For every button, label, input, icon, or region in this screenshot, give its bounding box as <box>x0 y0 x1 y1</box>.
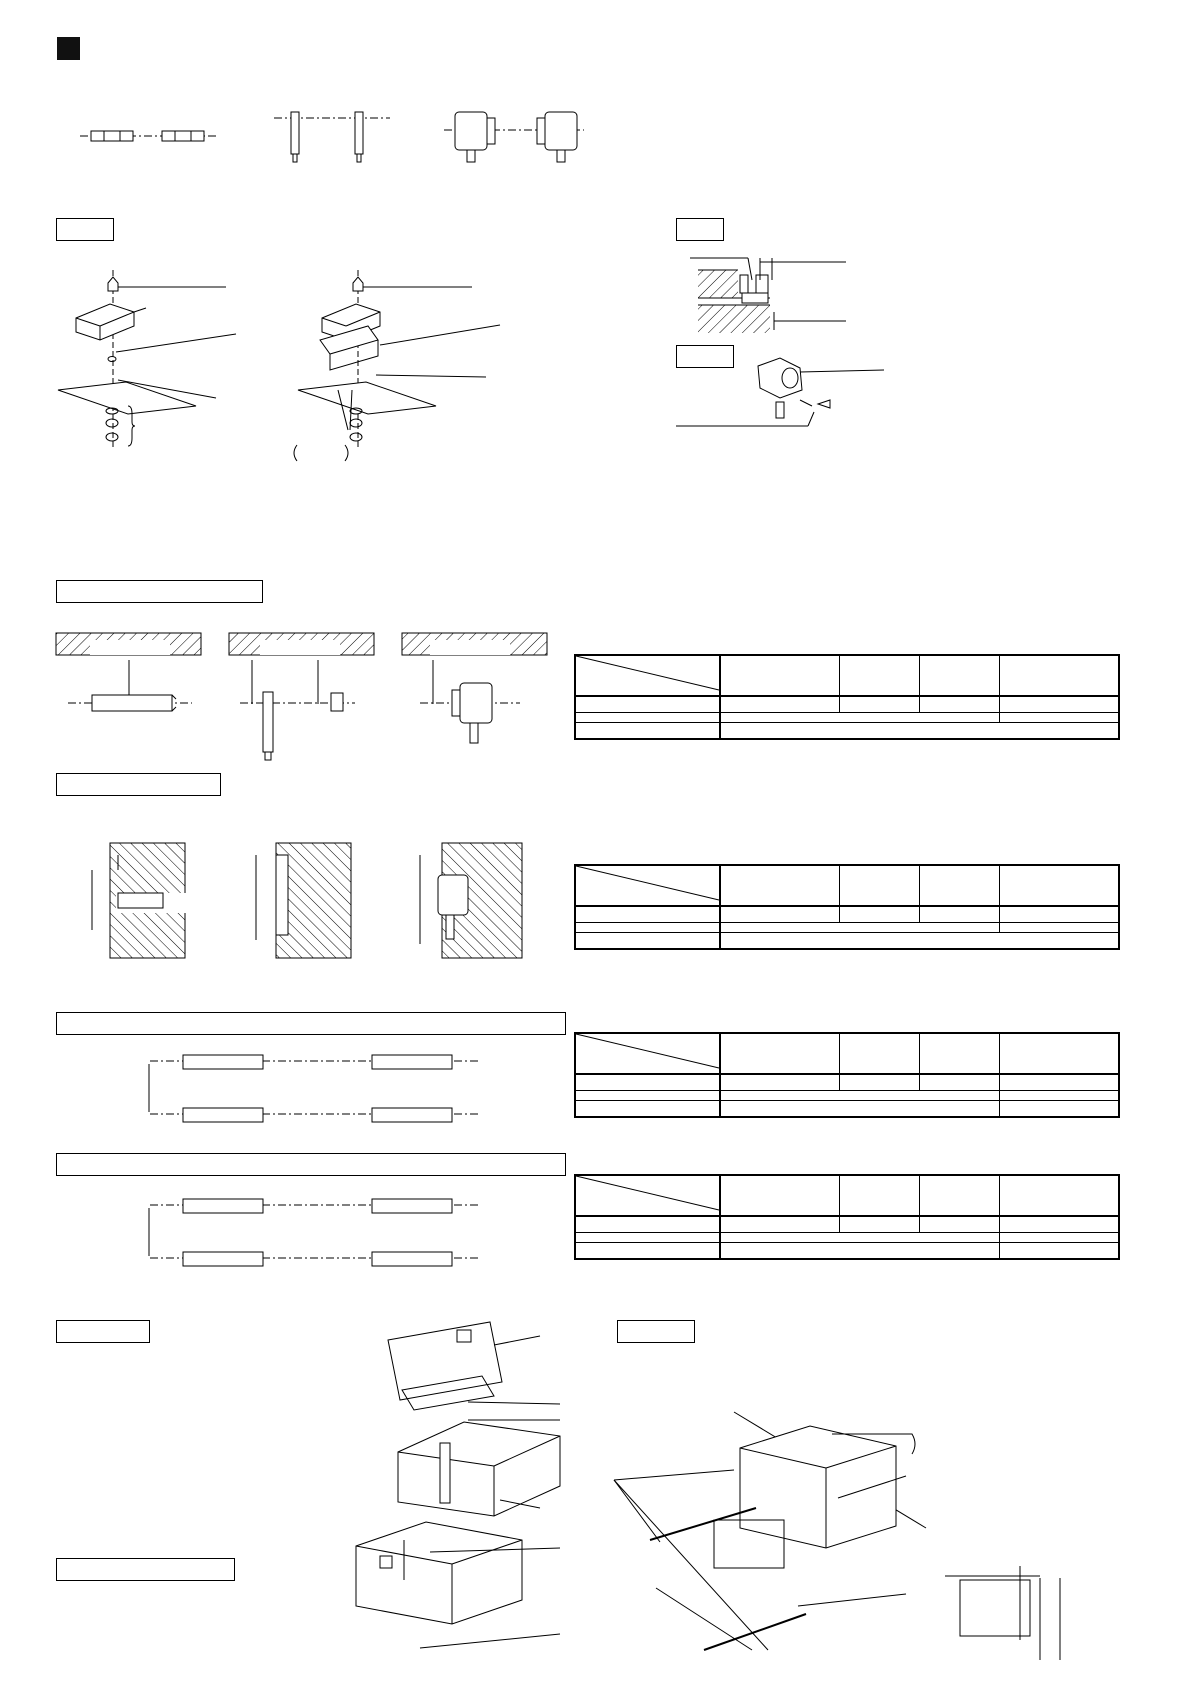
section-b-drawings <box>92 843 522 958</box>
mount-drawing-1 <box>58 270 236 450</box>
mount-drawing-hex <box>676 358 884 426</box>
panel-mount-drawing <box>614 1412 1060 1660</box>
block-pair-top <box>444 112 584 162</box>
rod-pair-top <box>274 112 390 162</box>
mount-drawing-2 <box>294 270 500 461</box>
section-c-drawings <box>149 1055 478 1122</box>
din-rail-module-drawing <box>388 1322 560 1516</box>
mount-drawing-gap <box>690 258 846 333</box>
section-d-drawings <box>149 1199 478 1266</box>
cylinder-pair-top <box>80 131 216 141</box>
section-a-drawings <box>56 633 547 760</box>
screw-mount-module-drawing <box>356 1522 560 1648</box>
